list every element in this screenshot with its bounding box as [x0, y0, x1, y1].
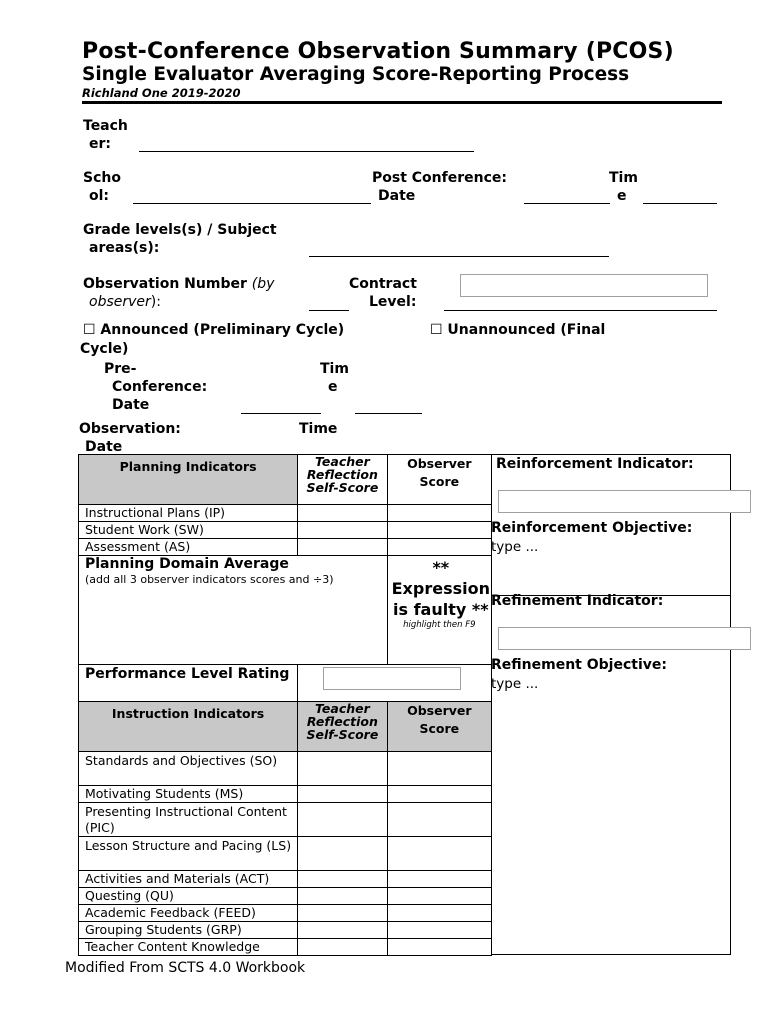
- instruction-observer-col: Observer Score: [387, 702, 491, 752]
- instruction-row-label: Standards and Objectives (SO): [79, 752, 298, 786]
- grade-levels-field[interactable]: [309, 256, 609, 257]
- planning-teacher-col: Teacher Reflection Self-Score: [298, 455, 387, 505]
- performance-level-cell: [298, 665, 492, 702]
- post-conference-date-label: Post Conference: Date: [372, 170, 507, 204]
- observation-number-label: Observation Number (by observer):: [83, 276, 275, 310]
- contract-level-label: Contract Level:: [349, 276, 417, 310]
- teacher-score-cell[interactable]: [298, 871, 387, 888]
- post-conference-date-field[interactable]: [524, 203, 610, 204]
- grade-levels-label: Grade levels(s) / Subject areas(s):: [83, 222, 277, 256]
- refinement-indicator-label: Refinement Indicator:: [491, 593, 664, 609]
- observer-score-cell[interactable]: [387, 505, 491, 522]
- planning-average-result: [387, 556, 491, 665]
- planning-average-cell: [79, 556, 388, 665]
- school-field[interactable]: [133, 203, 371, 204]
- teacher-score-cell[interactable]: [298, 837, 387, 871]
- observer-score-cell[interactable]: [387, 803, 491, 837]
- observer-score-cell[interactable]: [387, 939, 491, 956]
- observer-score-cell[interactable]: [387, 786, 491, 803]
- observer-score-cell[interactable]: [387, 522, 491, 539]
- teacher-score-cell[interactable]: [298, 922, 387, 939]
- observer-score-cell[interactable]: [387, 922, 491, 939]
- refinement-objective-label: Refinement Objective:: [491, 657, 667, 673]
- observer-score-cell[interactable]: [387, 752, 491, 786]
- instruction-row-label: Activities and Materials (ACT): [79, 871, 298, 888]
- observer-score-cell[interactable]: [387, 905, 491, 922]
- teacher-score-cell[interactable]: [298, 905, 387, 922]
- instruction-row-label: Grouping Students (GRP): [79, 922, 298, 939]
- refinement-indicator-input[interactable]: [498, 627, 751, 650]
- instruction-row-label: Presenting Instructional Content (PIC): [79, 803, 298, 837]
- pre-conference-date-field[interactable]: [241, 413, 321, 414]
- planning-average-note: (add all 3 observer indicators scores and ÷3): [85, 573, 334, 586]
- teacher-score-cell[interactable]: [298, 505, 387, 522]
- teacher-score-cell[interactable]: [298, 803, 387, 837]
- planning-header: Planning Indicators: [79, 455, 298, 505]
- instruction-row-label: Teacher Content Knowledge: [79, 939, 298, 956]
- footer-note: Modified From SCTS 4.0 Workbook: [65, 960, 306, 976]
- teacher-score-cell[interactable]: [298, 539, 387, 556]
- unannounced-checkbox[interactable]: ☐ Unannounced (Final: [430, 322, 606, 338]
- observer-score-cell[interactable]: [387, 888, 491, 905]
- contract-level-underline: [444, 310, 717, 311]
- teacher-score-cell[interactable]: [298, 939, 387, 956]
- pre-conference-date-label: Pre- Conference: Date: [104, 361, 208, 413]
- announced-checkbox[interactable]: ☐ Announced (Preliminary Cycle): [83, 322, 345, 338]
- page-title: Post-Conference Observation Summary (PCOS): [82, 39, 674, 64]
- teacher-score-cell[interactable]: [298, 752, 387, 786]
- cycle-label: Cycle): [80, 341, 129, 357]
- refinement-objective-input[interactable]: type ...: [491, 676, 539, 692]
- planning-row-label: Instructional Plans (IP): [79, 505, 298, 522]
- instruction-row-label: Questing (QU): [79, 888, 298, 905]
- time-field-2[interactable]: [355, 413, 422, 414]
- expression-hint: highlight then F9: [403, 620, 476, 630]
- observer-score-cell[interactable]: [387, 871, 491, 888]
- time-field-1[interactable]: [643, 203, 717, 204]
- planning-average-title: Planning Domain Average: [85, 556, 289, 572]
- expression-error: ** Expression is faulty **: [391, 558, 490, 619]
- performance-level-label: Performance Level Rating: [79, 665, 298, 702]
- planning-row-label: Assessment (AS): [79, 539, 298, 556]
- instruction-row-label: Motivating Students (MS): [79, 786, 298, 803]
- time-label-2: Tim e: [320, 361, 349, 395]
- reinforcement-objective-label: Reinforcement Objective:: [491, 520, 693, 536]
- teacher-score-cell[interactable]: [298, 522, 387, 539]
- time-label-1: Tim e: [609, 170, 638, 204]
- instruction-row-label: Academic Feedback (FEED): [79, 905, 298, 922]
- reinforcement-objective-input[interactable]: type ...: [491, 539, 539, 555]
- title-divider: [82, 101, 722, 104]
- observation-number-field[interactable]: [309, 310, 349, 311]
- time-label-3: Time: [299, 421, 338, 437]
- teacher-score-cell[interactable]: [298, 888, 387, 905]
- planning-observer-col: Observer Score: [387, 455, 491, 505]
- teacher-label: Teach er:: [83, 118, 128, 152]
- observation-date-label: Observation: Date: [79, 421, 181, 455]
- teacher-field[interactable]: [139, 151, 474, 152]
- instruction-header: Instruction Indicators: [79, 702, 298, 752]
- instruction-teacher-col: Teacher Reflection Self-Score: [298, 702, 387, 752]
- reinforcement-indicator-label: Reinforcement Indicator:: [496, 456, 694, 472]
- performance-level-input[interactable]: [323, 667, 461, 690]
- reinforcement-indicator-input[interactable]: [498, 490, 751, 513]
- indicators-table: [78, 454, 492, 956]
- district-year: Richland One 2019-2020: [82, 86, 241, 100]
- school-label: Scho ol:: [83, 170, 121, 204]
- contract-level-input[interactable]: [460, 274, 708, 297]
- observer-score-cell[interactable]: [387, 539, 491, 556]
- observer-score-cell[interactable]: [387, 837, 491, 871]
- page-subtitle: Single Evaluator Averaging Score-Reporting Process: [82, 64, 630, 85]
- planning-row-label: Student Work (SW): [79, 522, 298, 539]
- teacher-score-cell[interactable]: [298, 786, 387, 803]
- instruction-row-label: Lesson Structure and Pacing (LS): [79, 837, 298, 871]
